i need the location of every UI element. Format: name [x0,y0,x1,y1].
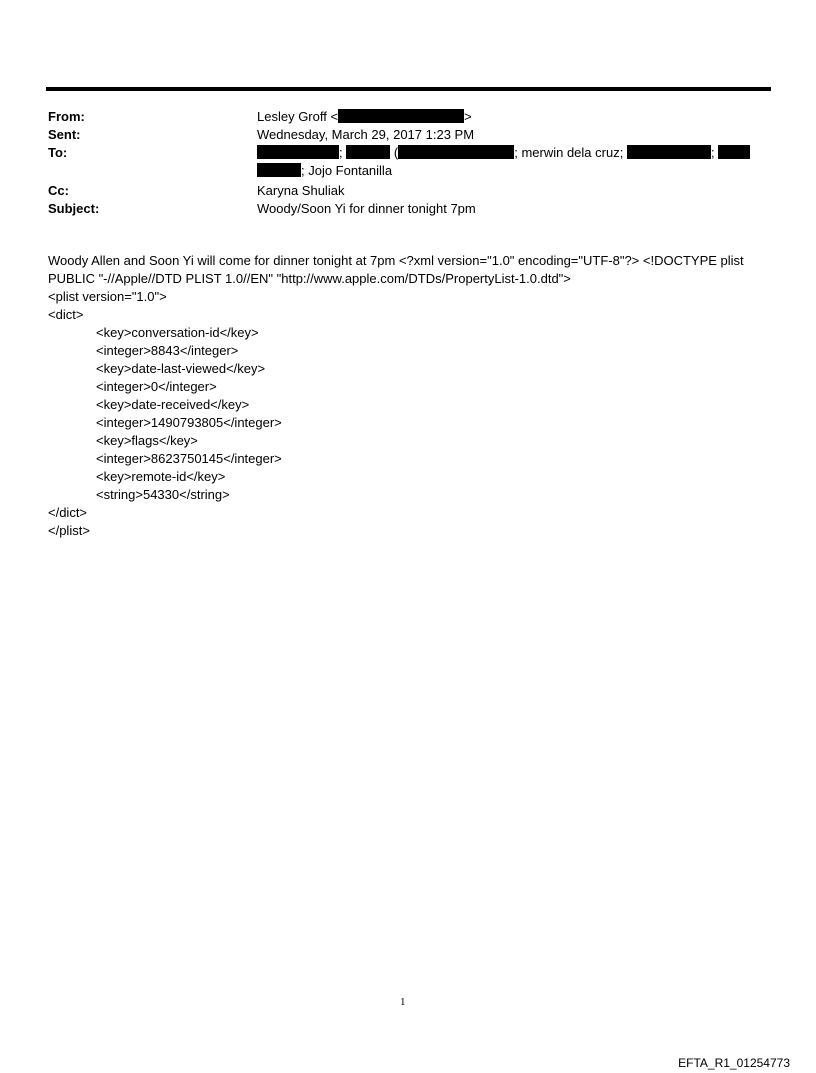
dict-line: <string>54330</string> [96,487,230,502]
to-recipient: ; merwin dela cruz; [514,145,624,160]
from-close: > [464,109,472,124]
to-sep: ( [393,145,399,160]
dict-line: <key>remote-id</key> [96,469,226,484]
dict-line: <integer>0</integer> [96,379,217,394]
redaction-box [398,145,514,159]
dict-line: <key>date-received</key> [96,397,250,412]
cc-value: Karyna Shuliak [257,183,345,198]
body-line: PUBLIC "-//Apple//DTD PLIST 1.0//EN" "http://www.apple.com/DTDs/PropertyList-1.0.dtd"> [48,271,571,286]
to-label: To: [48,145,68,160]
subject-label: Subject: [48,201,100,216]
from-label: From: [48,109,85,124]
to-value-line2 [257,162,392,179]
header-rule [46,87,771,91]
from-value [257,108,472,125]
cc-label: Cc: [48,183,69,198]
to-sep: ; [339,145,343,160]
redaction-box [346,145,390,159]
to-sep: ; [710,145,715,160]
email-body [48,252,778,540]
redaction-box [627,145,711,159]
body-line: </plist> [48,523,90,538]
dict-line: <key>conversation-id</key> [96,325,259,340]
body-line: <dict> [48,307,84,322]
dict-line: <integer>8623750145</integer> [96,451,282,466]
sent-label: Sent: [48,127,81,142]
redaction-box [257,163,301,177]
body-line: </dict> [48,505,88,520]
to-value-line1 [257,144,750,161]
body-line: Woody Allen and Soon Yi will come for dinner tonight at 7pm <?xml version="1.0" encoding="UTF-8"?> <!DOCTYPE plist [48,253,744,268]
to-recipient: ; Jojo Fontanilla [301,163,393,178]
document-id: EFTA_R1_01254773 [678,1056,790,1070]
redaction-box [338,109,464,123]
page-number: 1 [400,996,406,1008]
dict-line: <key>flags</key> [96,433,198,448]
dict-line: <integer>8843</integer> [96,343,239,358]
subject-value: Woody/Soon Yi for dinner tonight 7pm [257,201,476,216]
dict-line: <key>date-last-viewed</key> [96,361,266,376]
redaction-box [257,145,339,159]
body-line: <plist version="1.0"> [48,289,167,304]
sent-value: Wednesday, March 29, 2017 1:23 PM [257,127,475,142]
redaction-box [718,145,750,159]
dict-line: <integer>1490793805</integer> [96,415,282,430]
from-name: Lesley Groff < [257,109,339,124]
